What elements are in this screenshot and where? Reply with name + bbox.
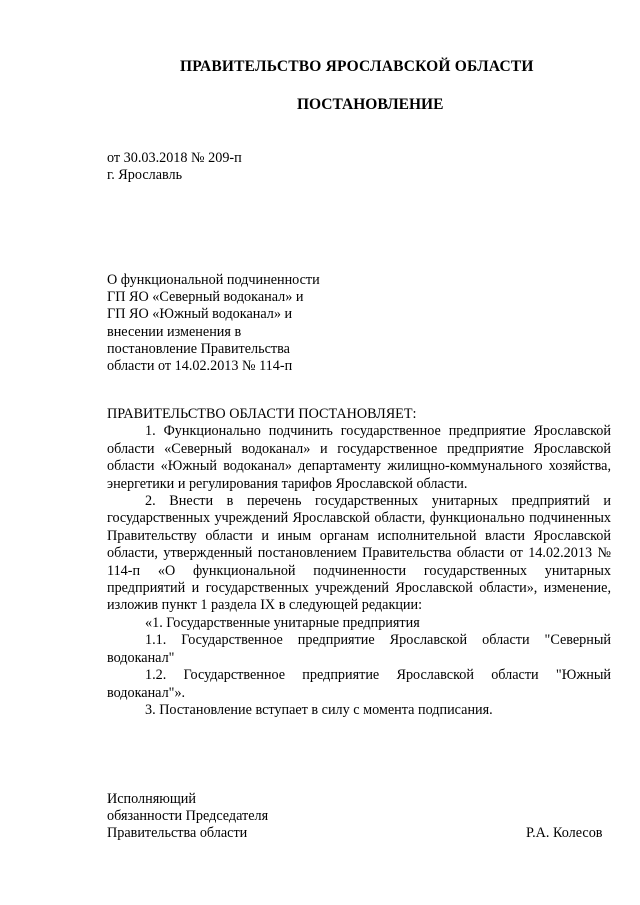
subject-line: О функциональной подчиненности [107,272,320,288]
subject-line: ГП ЯО «Южный водоканал» и [107,306,293,323]
document-type: ПОСТАНОВЛЕНИЕ [297,96,444,113]
subject-line: постановление Правительства [107,340,290,357]
document-body [107,406,611,719]
subject-line: внесении изменения в [107,323,242,340]
signer-name: Р.А. Колесов [526,825,603,841]
decree-heading: ПРАВИТЕЛЬСТВО ОБЛАСТИ ПОСТАНОВЛЯЕТ: [107,406,417,422]
signature-line: Исполняющий [107,791,196,807]
signature-block [107,791,268,843]
quote-heading: «1. Государственные унитарные предприятия [145,614,420,631]
signature-line: Правительства области [107,825,248,842]
item-1: 1. Функционально подчинить государственное предприятие Ярославской области «Северный водоканал» и государственное предприятие Ярославской области «Южный водоканал» департаменту жилищно-коммунального хозяйства, энергетики и регулирования тарифов Ярославской области. [107,423,611,492]
subject-line: ГП ЯО «Северный водоканал» и [107,289,304,306]
item-3: 3. Постановление вступает в силу с момента подписания. [145,701,493,718]
city: г. Ярославль [107,167,183,184]
date-number: от 30.03.2018 № 209-п [107,150,242,166]
document-meta [107,150,242,184]
subject-line: области от 14.02.2013 № 114-п [107,358,293,375]
item-2: 2. Внести в перечень государственных унитарных предприятий и государственных учреждений Ярославской области, функционально подчиненных Правительству области и иным органам исполнительной власти Ярославской области, утвержденный постановлением Правительства области от 14.02.2013 № 114-п «О функциональной подчиненности государственных унитарных предприятий и государственных учреждений Ярославской области», изменение, изложив пункт 1 раздела IX в следующей редакции: [107,493,611,614]
signature-line: обязанности Председателя [107,808,269,825]
document-subject [107,272,320,375]
government-title: ПРАВИТЕЛЬСТВО ЯРОСЛАВСКОЙ ОБЛАСТИ [180,58,534,75]
quote-item-1-2: 1.2. Государственное предприятие Ярославской области "Южный водоканал"». [107,667,611,701]
quote-item-1-1: 1.1. Государственное предприятие Ярославской области "Северный водоканал" [107,632,611,666]
